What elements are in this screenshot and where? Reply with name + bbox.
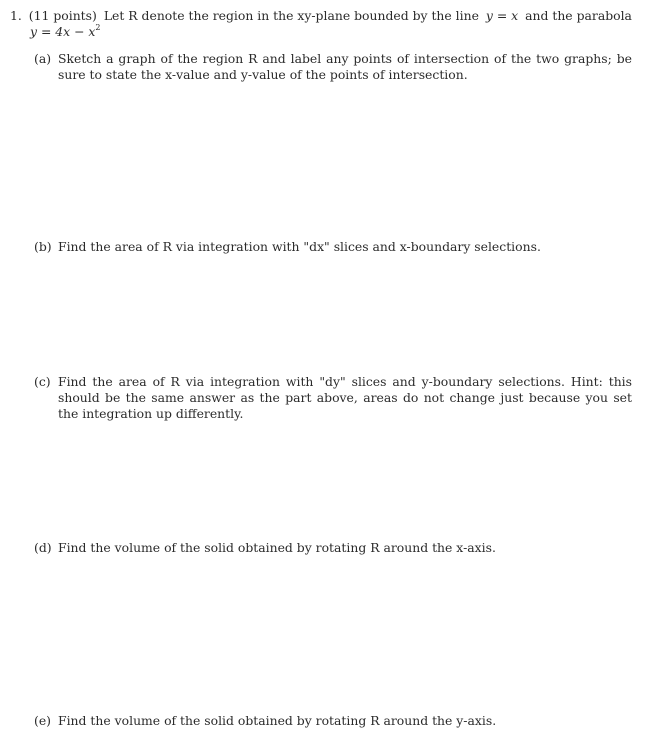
part-c-label: (c) [34,374,51,389]
parabola-exponent: 2 [95,22,101,32]
part-d [34,540,632,556]
part-a-label: (a) [34,51,52,66]
part-a [34,51,632,83]
problem-intro-continued: and the parabola [525,8,632,23]
part-b [34,239,632,255]
parabola-equation [10,24,632,40]
part-d-label: (d) [34,540,52,555]
problem-intro: Let R denote the region in the xy-plane bounded by the line [103,8,479,23]
problem-number: 1. [10,8,22,23]
problem-first-line [10,8,632,24]
part-e-text: Find the volume of the solid obtained by rotating R around the y-axis. [58,713,497,728]
part-b-label: (b) [34,239,52,254]
parabola-lhs: y = 4x − x [30,24,96,39]
part-c [34,374,632,422]
problem-points: (11 points) [28,8,97,23]
line-equation: y = x [485,8,519,23]
part-e [34,713,632,729]
part-a-text: Sketch a graph of the region R and label any points of intersection of the two graphs; be sure to state the x-value and y-value of the points of intersection. [58,51,632,82]
part-c-text: Find the area of R via integration with "dy" slices and y-boundary selections. Hint: this should be the same answer as the part above, areas do not change just because you set the integration up differently. [58,374,632,421]
part-b-text: Find the area of R via integration with "dx" slices and x-boundary selections. [58,239,541,254]
part-e-label: (e) [34,713,52,728]
part-d-text: Find the volume of the solid obtained by rotating R around the x-axis. [58,540,496,555]
problem-statement [10,8,632,40]
